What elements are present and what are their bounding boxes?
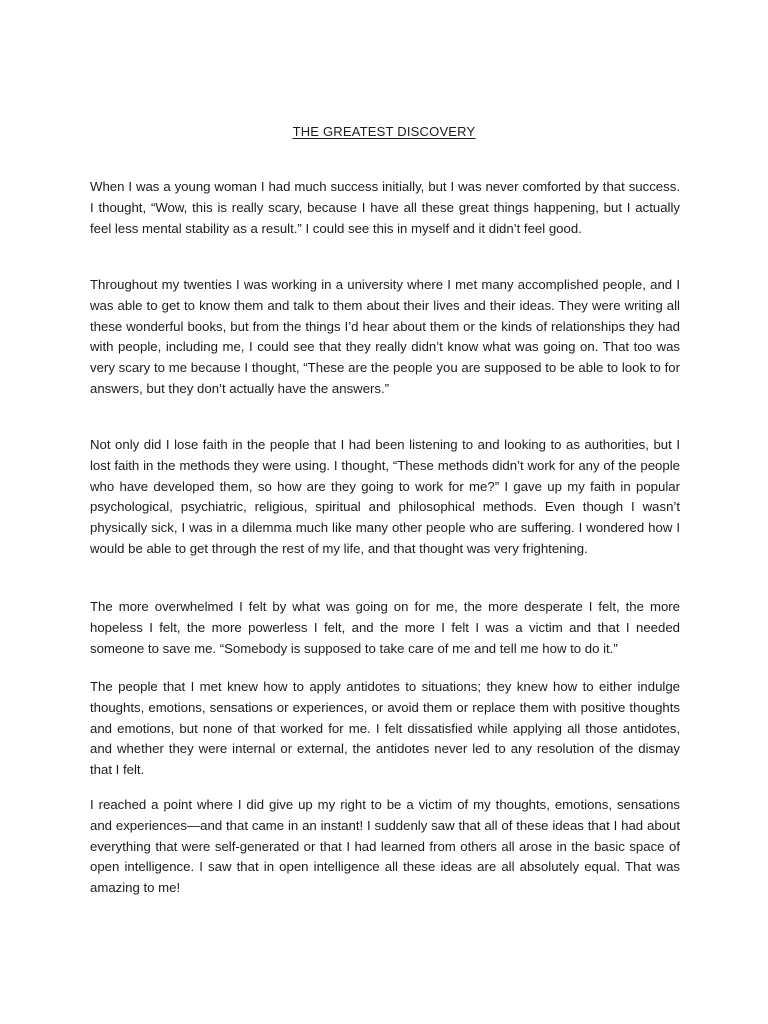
paragraph-3: Not only did I lose faith in the people that I had been listening to and looking to as authorities, but I lost faith in the methods they were using. I thought, “These methods didn’t work for any of the people who have developed them, so how are they going to work for me?” I gave up my faith in popular psychological, psychiatric, religious, spiritual and philosophical methods. Even though I wasn’t physically sick, I was in a dilemma much like many other people who are suffering. I wondered how I would be able to get through the rest of my life, and that thought was very frightening.	[90, 437, 680, 556]
paragraph-5: The people that I met knew how to apply antidotes to situations; they knew how to either indulge thoughts, emotions, sensations or experiences, or avoid them or replace them with positive thoughts and emotions, but none of that worked for me. I felt dissatisfied while applying all those antidotes, and whether they were internal or external, the antidotes never led to any resolution of the dismay that I felt.	[90, 679, 680, 778]
paragraph-1: When I was a young woman I had much success initially, but I was never comforted by that success. I thought, “Wow, this is really scary, because I have all these great things happening, but I actually feel less mental stability as a result.” I could see this in myself and it didn’t feel good.	[90, 179, 680, 236]
paragraph-2: Throughout my twenties I was working in a university where I met many accomplished people, and I was able to get to know them and talk to them about their lives and their ideas. They were writing all these wonderful books, but from the things I’d hear about them or the kinds of relationships they had with people, including me, I could see that they really didn’t know what was going on. That too was very scary to me because I thought, “These are the people you are supposed to be able to look to for answers, but they don’t actually have the answers.”	[90, 277, 680, 396]
document-title: THE GREATEST DISCOVERY	[292, 124, 476, 139]
paragraph-6: I reached a point where I did give up my right to be a victim of my thoughts, emotions, sensations and experiences—and that came in an instant! I suddenly saw that all of these ideas that I had about everything that were self-generated or that I had learned from others all arose in the basic space of open intelligence. I saw that in open intelligence all these ideas are all absolutely equal. That was amazing to me!	[90, 797, 680, 896]
paragraph-4: The more overwhelmed I felt by what was going on for me, the more desperate I felt, the more hopeless I felt, the more powerless I felt, and the more I felt I was a victim and that I needed someone to save me. “Somebody is supposed to take care of me and tell me how to do it.”	[90, 599, 680, 656]
